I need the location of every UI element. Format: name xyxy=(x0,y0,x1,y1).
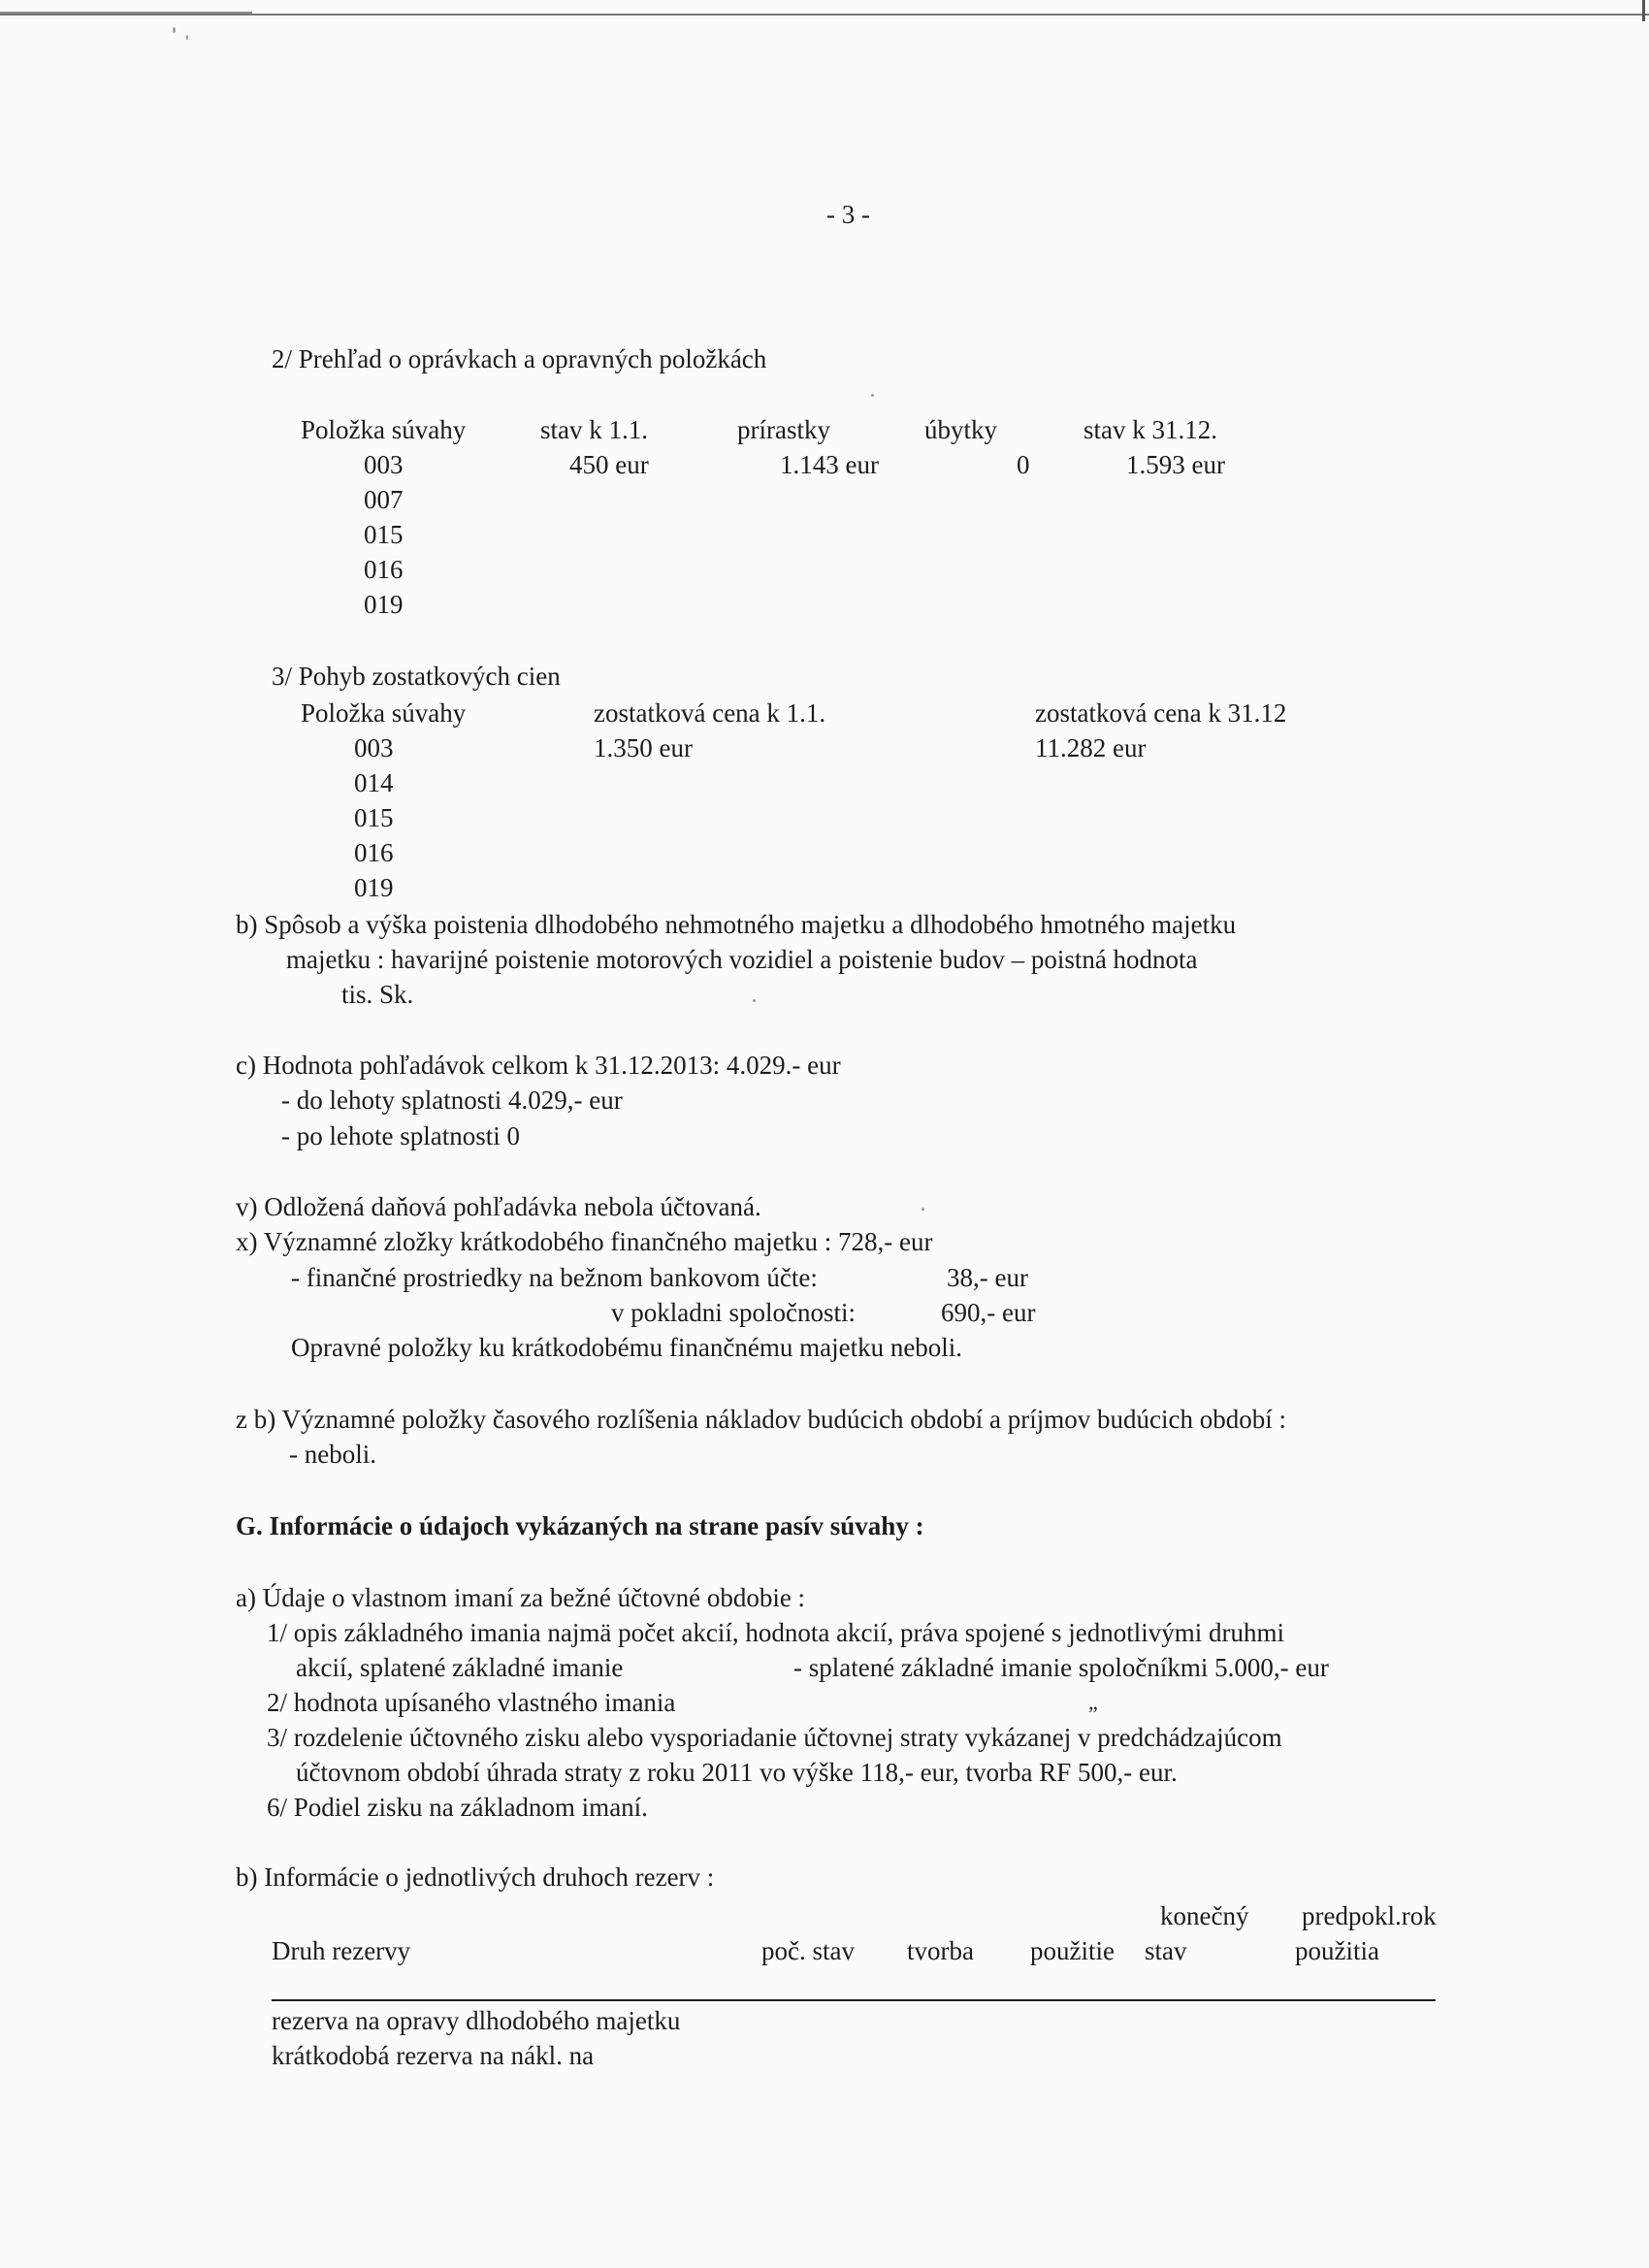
scan-speck xyxy=(173,27,176,33)
table-cell: 0 xyxy=(1017,450,1030,479)
table-cell: 014 xyxy=(354,768,394,797)
reserves-header: poč. stav xyxy=(761,1936,855,1965)
table-cell: 015 xyxy=(354,803,394,832)
reserves-header: použitia xyxy=(1295,1936,1379,1965)
equity-title: a) Údaje o vlastnom imaní za bežné účtovné obdobie : xyxy=(236,1583,806,1612)
reserves-title: b) Informácie o jednotlivých druhoch rezerv : xyxy=(236,1863,715,1892)
equity-line: 1/ opis základného imania najmä počet akcií, hodnota akcií, práva spojené s jednotlivými druhmi xyxy=(267,1618,1284,1647)
financial-assets-value: 690,- eur xyxy=(941,1298,1036,1327)
financial-assets-line: x) Významné zložky krátkodobého finančného majetku : 728,- eur xyxy=(236,1227,933,1256)
table-header: zostatková cena k 31.12 xyxy=(1035,698,1287,728)
financial-assets-line: Opravné položky ku krátkodobému finančnému majetku neboli. xyxy=(291,1333,963,1362)
table-header: Položka súvahy xyxy=(301,415,467,444)
reserves-header: predpokl.rok xyxy=(1302,1901,1437,1930)
insurance-line: majetku : havarijné poistenie motorových vozidiel a poistenie budov – poistná hodnota xyxy=(286,945,1198,974)
table-header: stav k 1.1. xyxy=(540,415,648,444)
table-header: stav k 31.12. xyxy=(1083,415,1217,444)
table-cell: 1.593 eur xyxy=(1126,450,1225,479)
scan-top-edge-left xyxy=(0,12,252,14)
financial-assets-value: 38,- eur xyxy=(947,1263,1028,1292)
reserves-row: rezerva na opravy dlhodobého majetku xyxy=(272,2006,681,2035)
scan-speck xyxy=(186,35,188,40)
equity-line: 6/ Podiel zisku na základnom imaní. xyxy=(267,1793,648,1822)
table-header: zostatková cena k 1.1. xyxy=(594,698,826,728)
equity-line: 3/ rozdelenie účtovného zisku alebo vysporiadanie účtovnej straty vykázanej v predchádzajúcom xyxy=(267,1723,1282,1752)
table-cell: 019 xyxy=(364,590,404,619)
receivables-line: - do lehoty splatnosti 4.029,- eur xyxy=(281,1085,623,1115)
insurance-line: tis. Sk. xyxy=(341,980,414,1009)
scan-speck xyxy=(753,999,756,1002)
equity-line: - splatené základné imanie spoločníkmi 5.000,- eur xyxy=(793,1653,1329,1682)
reserves-header: konečný xyxy=(1160,1901,1249,1930)
equity-line: akcií, splatené základné imanie xyxy=(296,1653,624,1682)
accruals-line: z b) Významné položky časového rozlíšenia nákladov budúcich období a príjmov budúcich období : xyxy=(236,1405,1286,1434)
table-cell: 015 xyxy=(364,520,404,549)
insurance-line: b) Spôsob a výška poistenia dlhodobého nehmotného majetku a dlhodobého hmotného majetku xyxy=(236,910,1237,939)
scan-speck xyxy=(922,1208,924,1211)
receivables-line: c) Hodnota pohľadávok celkom k 31.12.2013: 4.029.- eur xyxy=(236,1051,841,1080)
table-cell: 019 xyxy=(354,873,394,902)
table-cell: 007 xyxy=(364,485,404,514)
table-cell: 1.143 eur xyxy=(780,450,879,479)
scan-speck xyxy=(871,394,874,397)
table-cell: 11.282 eur xyxy=(1035,733,1147,762)
ditto-mark: „ xyxy=(1088,1690,1098,1714)
table-cell: 003 xyxy=(364,450,404,479)
section-3-title: 3/ Pohyb zostatkových cien xyxy=(272,662,561,691)
table-cell: 1.350 eur xyxy=(594,733,693,762)
scan-top-edge xyxy=(0,14,1649,16)
section-2-title: 2/ Prehľad o oprávkach a opravných položkách xyxy=(272,344,767,373)
reserves-header: Druh rezervy xyxy=(272,1936,411,1965)
reserves-header: stav xyxy=(1145,1936,1187,1965)
equity-line: 2/ hodnota upísaného vlastného imania xyxy=(267,1688,676,1717)
reserves-header: použitie xyxy=(1030,1936,1115,1965)
table-header: úbytky xyxy=(924,415,998,444)
table-header: prírastky xyxy=(737,415,830,444)
receivables-line: - po lehote splatnosti 0 xyxy=(281,1121,520,1150)
scan-right-edge xyxy=(1642,0,1645,21)
financial-assets-line: - finančné prostriedky na bežnom bankovom účte: xyxy=(291,1263,818,1292)
deferred-tax-line: v) Odložená daňová pohľadávka nebola účtovaná. xyxy=(236,1192,761,1221)
financial-assets-line: v pokladni spoločnosti: xyxy=(611,1298,856,1327)
reserves-header: tvorba xyxy=(907,1936,974,1965)
table-cell: 450 eur xyxy=(569,450,649,479)
equity-line: účtovnom období úhrada straty z roku 2011 vo výške 118,- eur, tvorba RF 500,- eur. xyxy=(296,1758,1178,1787)
accruals-line: - neboli. xyxy=(289,1440,376,1469)
table-cell: 016 xyxy=(354,838,394,867)
page-number: - 3 - xyxy=(826,200,870,229)
table-header: Položka súvahy xyxy=(301,698,467,728)
reserves-row: krátkodobá rezerva na nákl. na xyxy=(272,2041,595,2070)
section-g-heading: G. Informácie o údajoch vykázaných na strane pasív súvahy : xyxy=(236,1511,924,1540)
table-cell: 003 xyxy=(354,733,394,762)
table-cell: 016 xyxy=(364,555,404,584)
reserves-divider xyxy=(272,1999,1436,2001)
